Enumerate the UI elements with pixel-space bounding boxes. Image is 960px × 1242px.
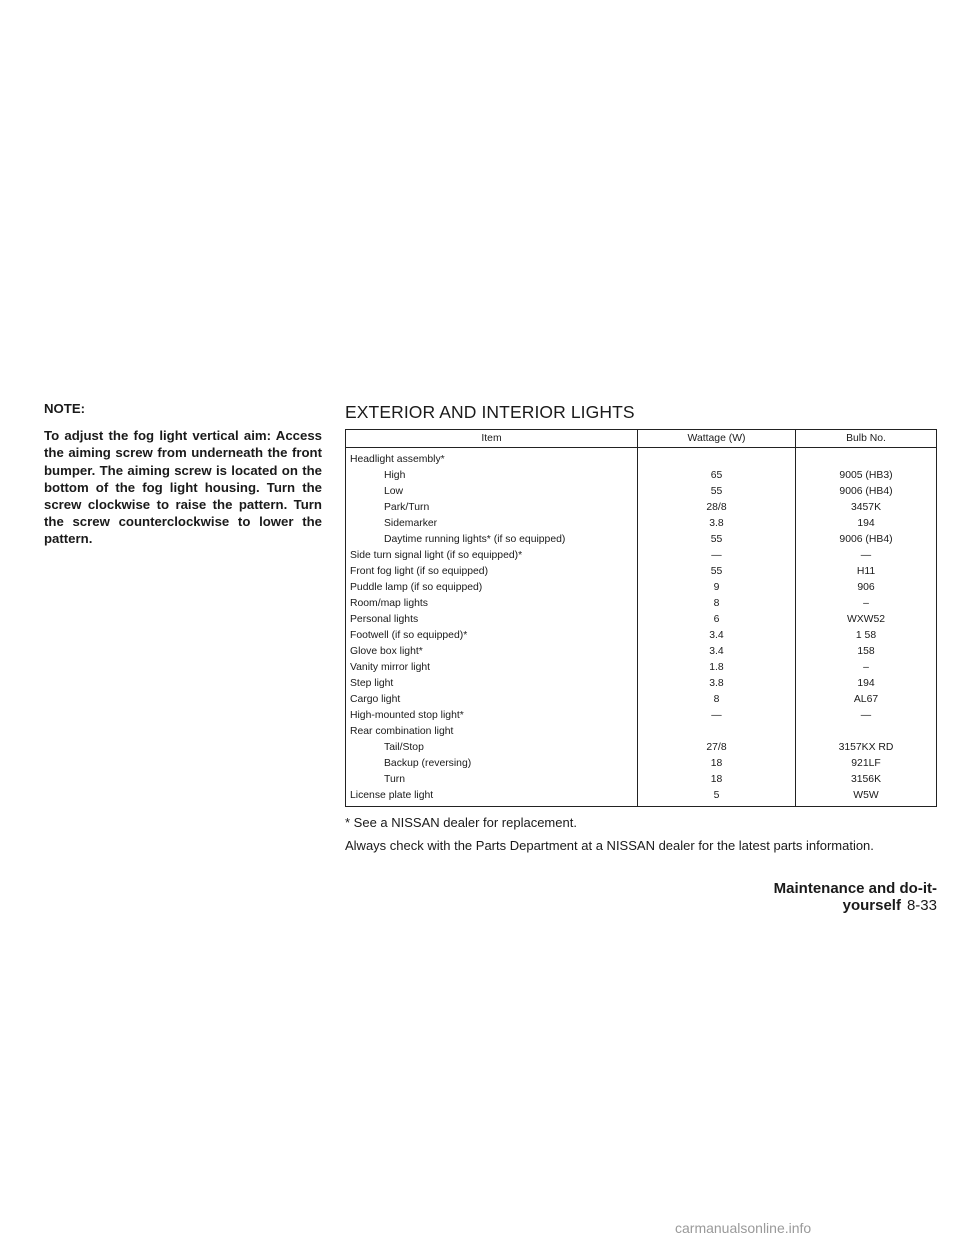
section-title: EXTERIOR AND INTERIOR LIGHTS bbox=[345, 402, 635, 422]
cell-bulb: 194 bbox=[857, 678, 875, 689]
page-number: 8-33 bbox=[906, 897, 937, 914]
cell-bulb: W5W bbox=[853, 790, 879, 801]
footer-section-title: Maintenance and do-it-yourself bbox=[773, 880, 937, 914]
cell-wattage: 5 bbox=[638, 788, 796, 807]
table-row bbox=[346, 484, 937, 500]
table-row bbox=[346, 724, 937, 740]
cell-wattage: 55 bbox=[638, 484, 796, 500]
table-row bbox=[346, 548, 937, 564]
bulb-table bbox=[345, 429, 937, 807]
cell-wattage: — bbox=[638, 708, 796, 724]
cell-item: Cargo light bbox=[346, 692, 638, 708]
cell-item: Low bbox=[346, 484, 638, 500]
cell-wattage: 3.8 bbox=[638, 676, 796, 692]
cell-bulb: 906 bbox=[857, 582, 875, 593]
footnote: * See a NISSAN dealer for replacement. bbox=[345, 815, 577, 830]
cell-bulb: 3157KX RD bbox=[838, 742, 894, 753]
table-header-row bbox=[346, 430, 937, 448]
cell-bulb: H11 bbox=[856, 566, 876, 577]
page-footer bbox=[700, 880, 937, 914]
header-bulb: Bulb No. bbox=[796, 430, 937, 448]
table-row bbox=[346, 500, 937, 516]
cell-item: Park/Turn bbox=[346, 500, 638, 516]
header-item: Item bbox=[346, 430, 638, 448]
cell-bulb: 9005 (HB3) bbox=[839, 470, 893, 481]
table-row bbox=[346, 692, 937, 708]
cell-item: Rear combination light bbox=[346, 724, 638, 740]
table-row bbox=[346, 532, 937, 548]
table-row bbox=[346, 612, 937, 628]
cell-item: Puddle lamp (if so equipped) bbox=[346, 580, 638, 596]
cell-item: Daytime running lights* (if so equipped) bbox=[346, 532, 638, 548]
cell-item: Turn bbox=[346, 772, 638, 788]
cell-wattage: 8 bbox=[638, 596, 796, 612]
table-row bbox=[346, 676, 937, 692]
table-row bbox=[346, 644, 937, 660]
table-row bbox=[346, 660, 937, 676]
cell-wattage: 18 bbox=[638, 772, 796, 788]
cell-item: Tail/Stop bbox=[346, 740, 638, 756]
cell-item: Headlight assembly* bbox=[346, 448, 638, 469]
cell-wattage: 1.8 bbox=[638, 660, 796, 676]
header-wattage: Wattage (W) bbox=[638, 430, 796, 448]
cell-item: Footwell (if so equipped)* bbox=[346, 628, 638, 644]
cell-wattage: 3.4 bbox=[638, 644, 796, 660]
cell-item: Backup (reversing) bbox=[346, 756, 638, 772]
table-row bbox=[346, 772, 937, 788]
cell-bulb: 3156K bbox=[850, 774, 882, 785]
cell-wattage: 65 bbox=[638, 468, 796, 484]
cell-item: Personal lights bbox=[346, 612, 638, 628]
cell-bulb: WXW52 bbox=[846, 614, 886, 625]
cell-item: Glove box light* bbox=[346, 644, 638, 660]
cell-bulb: – bbox=[863, 598, 869, 609]
cell-item: Room/map lights bbox=[346, 596, 638, 612]
note-body: To adjust the fog light vertical aim: Access the aiming screw from underneath the front bumper. The aiming screw is located on the bottom of the fog light housing. Turn the screw clockwise to raise the pattern. Turn the screw counterclockwise to lower the pattern. bbox=[44, 428, 322, 547]
cell-item: High-mounted stop light* bbox=[346, 708, 638, 724]
cell-bulb: 158 bbox=[857, 646, 875, 657]
cell-bulb: 1 58 bbox=[855, 630, 877, 641]
parts-note: Always check with the Parts Department at a NISSAN dealer for the latest parts information. bbox=[345, 838, 874, 853]
table-row bbox=[346, 756, 937, 772]
table-row bbox=[346, 788, 937, 807]
cell-wattage: 18 bbox=[638, 756, 796, 772]
cell-wattage: 6 bbox=[638, 612, 796, 628]
cell-bulb: — bbox=[860, 710, 872, 721]
note-title: NOTE: bbox=[44, 401, 86, 416]
table-row bbox=[346, 516, 937, 532]
table-row bbox=[346, 708, 937, 724]
bulb-table-body bbox=[346, 448, 937, 807]
cell-wattage: 27/8 bbox=[638, 740, 796, 756]
cell-wattage: 55 bbox=[638, 564, 796, 580]
cell-item: Sidemarker bbox=[346, 516, 638, 532]
cell-item: License plate light bbox=[346, 788, 638, 807]
cell-wattage: 9 bbox=[638, 580, 796, 596]
table-row bbox=[346, 564, 937, 580]
note-block bbox=[44, 400, 322, 548]
watermark: carmanualsonline.info bbox=[675, 1220, 812, 1236]
cell-bulb: 3457K bbox=[850, 502, 882, 513]
cell-bulb: — bbox=[860, 550, 872, 561]
cell-wattage: 3.8 bbox=[638, 516, 796, 532]
cell-wattage: 3.4 bbox=[638, 628, 796, 644]
cell-wattage bbox=[638, 724, 796, 740]
cell-bulb: 194 bbox=[857, 518, 875, 529]
table-row bbox=[346, 448, 937, 469]
cell-item: High bbox=[346, 468, 638, 484]
cell-wattage: 8 bbox=[638, 692, 796, 708]
table-row bbox=[346, 580, 937, 596]
table-row bbox=[346, 628, 937, 644]
cell-item: Vanity mirror light bbox=[346, 660, 638, 676]
cell-bulb: – bbox=[863, 662, 869, 673]
cell-item: Front fog light (if so equipped) bbox=[346, 564, 638, 580]
cell-wattage: 55 bbox=[638, 532, 796, 548]
cell-bulb: AL67 bbox=[853, 694, 879, 705]
cell-item: Side turn signal light (if so equipped)* bbox=[346, 548, 638, 564]
cell-wattage: — bbox=[638, 548, 796, 564]
cell-bulb: 9006 (HB4) bbox=[839, 534, 893, 545]
cell-item: Step light bbox=[346, 676, 638, 692]
cell-bulb: 9006 (HB4) bbox=[839, 486, 893, 497]
cell-bulb: 921LF bbox=[851, 758, 881, 769]
table-row bbox=[346, 468, 937, 484]
table-row bbox=[346, 740, 937, 756]
table-row bbox=[346, 596, 937, 612]
cell-bulb bbox=[796, 448, 937, 469]
cell-wattage bbox=[638, 448, 796, 469]
cell-bulb bbox=[796, 724, 937, 740]
cell-wattage: 28/8 bbox=[638, 500, 796, 516]
